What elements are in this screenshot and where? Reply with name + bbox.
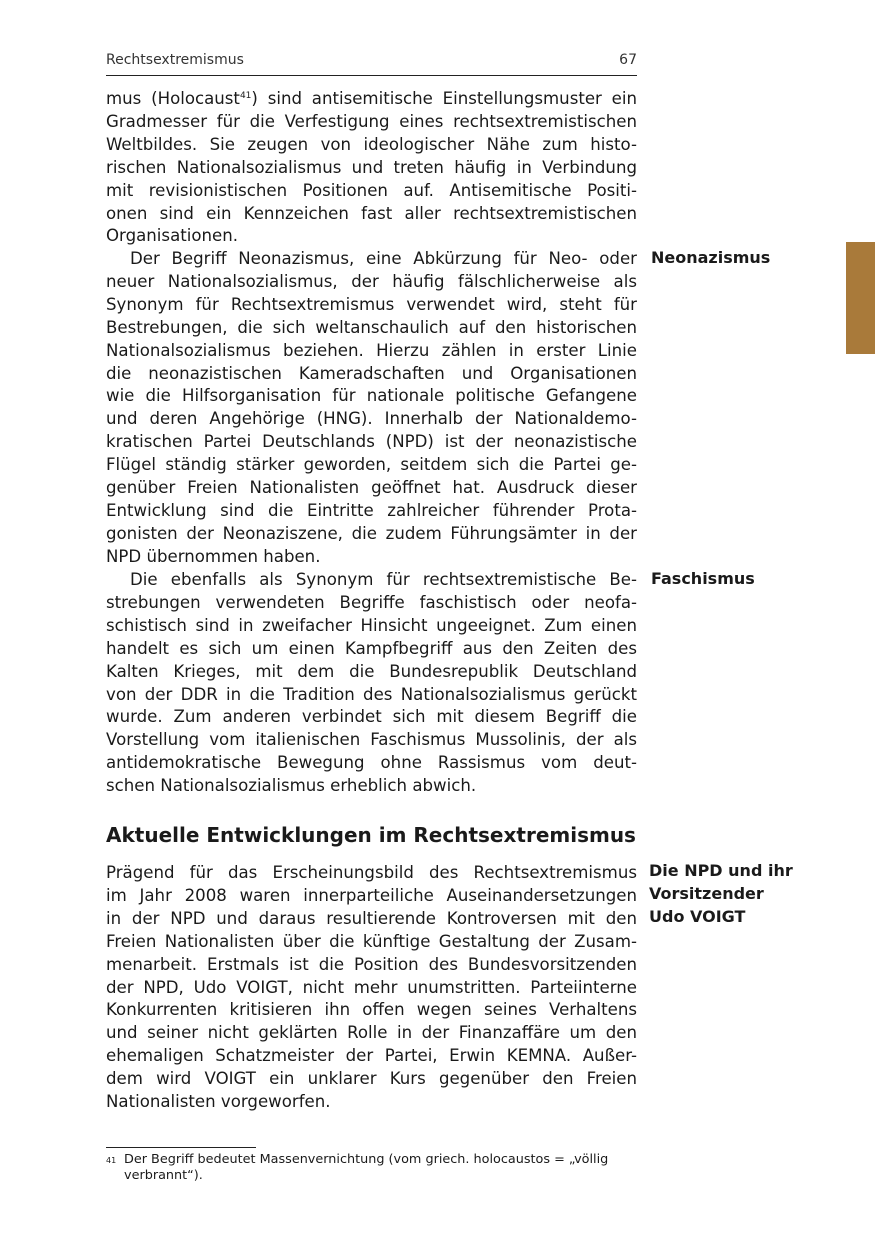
text-line: schistisch sind in zweifacher Hinsicht ungeeignet. Zum einen bbox=[106, 615, 637, 635]
margin-note-line: Die NPD und ihr bbox=[649, 861, 793, 880]
text-line: Bestrebungen, die sich weltanschaulich auf den historischen bbox=[106, 317, 637, 337]
margin-note-line: Udo VOIGT bbox=[649, 906, 746, 926]
text-line: Nationalisten vorgeworfen. bbox=[106, 1092, 331, 1112]
text-line: Der Begriff Neonazismus, eine Abkürzung für Neo- oder bbox=[130, 249, 637, 268]
text-line: NPD übernommen haben. bbox=[106, 546, 321, 566]
text-line: kratischen Partei Deutschlands (NPD) ist der neonazistische bbox=[106, 432, 637, 452]
text-line: Kalten Krieges, mit dem die Bundesrepublik Deutschland bbox=[106, 661, 637, 681]
text-line: Vorstellung vom italienischen Faschismus Mussolinis, der als bbox=[106, 730, 637, 750]
margin-note-line: Vorsitzender bbox=[649, 883, 764, 903]
text-line: genüber Freien Nationalisten geöffnet hat. Ausdruck dieser bbox=[106, 478, 637, 498]
text-line: Gradmesser für die Verfestigung eines rechtsextremistischen bbox=[106, 111, 637, 131]
text-line: ehemaligen Schatzmeister der Partei, Erwin KEMNA. Außer- bbox=[106, 1046, 637, 1066]
page-header bbox=[106, 52, 637, 76]
footnote bbox=[106, 1152, 637, 1183]
paragraph-faschismus bbox=[106, 569, 637, 798]
paragraph-neonazismus bbox=[106, 248, 637, 569]
chapter-thumb-tab bbox=[846, 242, 875, 354]
text-line: dem wird VOIGT ein unklarer Kurs gegenüber den Freien bbox=[106, 1069, 637, 1089]
text-line: und deren Angehörige (HNG). Innerhalb der Nationaldemo- bbox=[106, 409, 637, 429]
text-line: wie die Hilfsorganisation für nationale politische Gefangene bbox=[106, 386, 637, 406]
text-line: im Jahr 2008 waren innerparteiliche Auseinandersetzungen bbox=[106, 885, 637, 905]
text-line: in der NPD und daraus resultierende Kontroversen mit den bbox=[106, 908, 637, 928]
text-line: Weltbildes. Sie zeugen von ideologischer Nähe zum histo- bbox=[106, 134, 637, 154]
margin-note-faschismus: Faschismus bbox=[651, 569, 755, 588]
text-line: der NPD, Udo VOIGT, nicht mehr unumstritten. Parteiinterne bbox=[106, 977, 637, 997]
text-line: Prägend für das Erscheinungsbild des Rechtsextremismus bbox=[106, 863, 637, 882]
margin-note-neonazismus: Neonazismus bbox=[651, 248, 771, 267]
text-fragment: ) bbox=[251, 89, 258, 108]
text-line: onen sind ein Kennzeichen fast aller rechtsextremistischen bbox=[106, 203, 637, 223]
page-number: 67 bbox=[619, 52, 637, 68]
footnote-rule bbox=[106, 1147, 256, 1148]
text-line bbox=[106, 88, 637, 111]
paragraph-npd bbox=[106, 862, 637, 1114]
text-line: strebungen verwendeten Begriffe faschistisch oder neofa- bbox=[106, 592, 637, 612]
text-line: mit revisionistischen Positionen auf. Antisemitische Positi- bbox=[106, 180, 637, 200]
footnote-reference[interactable]: 41 bbox=[239, 91, 252, 101]
text-line: gonisten der Neonaziszene, die zudem Führungsämter in der bbox=[106, 523, 637, 543]
running-title: Rechtsextremismus bbox=[106, 52, 244, 68]
text-line: menarbeit. Erstmals ist die Position des Bundesvorsitzenden bbox=[106, 954, 637, 974]
text-line: von der DDR in die Tradition des Nationalsozialismus gerückt bbox=[106, 684, 637, 704]
text-line: Entwicklung sind die Eintritte zahlreicher führender Prota- bbox=[106, 500, 637, 520]
footnote-text-line: Der Begriff bedeutet Massenvernichtung (vom griech. holocaustos = „völlig bbox=[124, 1152, 609, 1167]
text-line: schen Nationalsozialismus erheblich abwich. bbox=[106, 776, 477, 796]
text-line: Freien Nationalisten über die künftige Gestaltung der Zusam- bbox=[106, 931, 637, 951]
footnote-number: 41 bbox=[106, 1156, 117, 1165]
text-fragment: sind antisemitische Einstellungsmuster ein bbox=[267, 89, 638, 108]
text-fragment: mus (Holocaust bbox=[106, 89, 240, 108]
section-heading: Aktuelle Entwicklungen im Rechtsextremismus bbox=[106, 823, 636, 847]
text-line: und seiner nicht geklärten Rolle in der Finanzaffäre um den bbox=[106, 1023, 637, 1043]
text-line: handelt es sich um einen Kampfbegriff aus den Zeiten des bbox=[106, 638, 637, 658]
text-line: Flügel ständig stärker geworden, seitdem sich die Partei ge- bbox=[106, 455, 637, 475]
margin-note-npd bbox=[649, 860, 793, 929]
footnote-text-line: verbrannt“). bbox=[124, 1167, 203, 1183]
text-line: Nationalsozialismus beziehen. Hierzu zählen in erster Linie bbox=[106, 340, 637, 360]
text-line: antidemokratische Bewegung ohne Rassismus vom deut- bbox=[106, 753, 637, 773]
text-line: Konkurrenten kritisieren ihn offen wegen seines Verhaltens bbox=[106, 1000, 637, 1020]
text-line: die neonazistischen Kameradschaften und Organisationen bbox=[106, 363, 637, 383]
text-line: Die ebenfalls als Synonym für rechtsextremistische Be- bbox=[130, 570, 637, 589]
text-line: neuer Nationalsozialismus, der häufig fälschlicherweise als bbox=[106, 271, 637, 291]
text-line: wurde. Zum anderen verbindet sich mit diesem Begriff die bbox=[106, 707, 637, 727]
paragraph-holocaust bbox=[106, 88, 637, 248]
text-line: Synonym für Rechtsextremismus verwendet wird, steht für bbox=[106, 294, 637, 314]
text-line: rischen Nationalsozialismus und treten häufig in Verbindung bbox=[106, 157, 637, 177]
text-line: Organisationen. bbox=[106, 226, 239, 246]
